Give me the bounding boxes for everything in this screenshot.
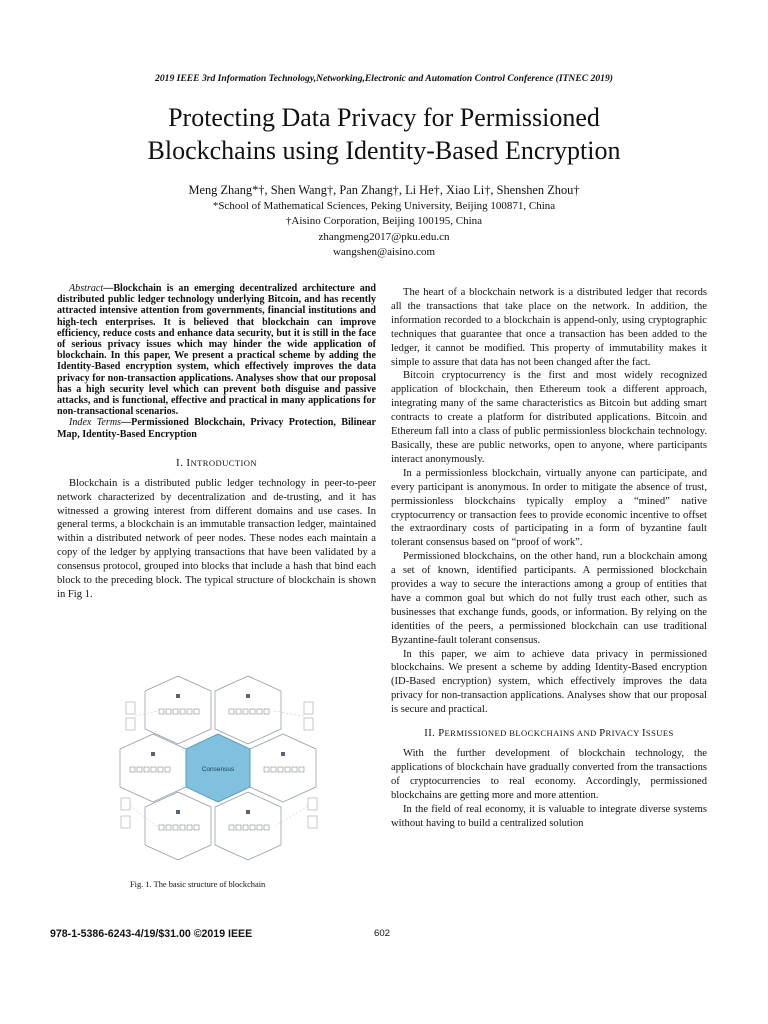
conference-header: 2019 IEEE 3rd Information Technology,Networking,Electronic and Automation Control Conference (ITNEC 2019) — [155, 73, 613, 84]
document-icon — [121, 816, 130, 828]
paragraph: Permissioned blockchains, on the other hand, run a blockchain among a set of known, identified participants. A permissioned blockchain provides a way to secure the interactions among a group of entities that have a common goal but which do not fully trust each other, such as businesses that exchange funds, goods, or information. By relying on the identities of the peers, a permissioned blockchain can use traditional Byzantine-fault tolerant consensus. — [391, 551, 707, 646]
document-icon — [121, 798, 130, 810]
left-column — [57, 283, 376, 602]
lock-icon — [176, 694, 180, 698]
lock-icon — [176, 810, 180, 814]
document-icon — [126, 718, 135, 730]
abstract-text: —Blockchain is an emerging decentralized architecture and distributed public ledger technology underlying Bitcoin, and has recently attracted intensive attention from governments, financial institutions and high-tech enterprises. It is believed that blockchain can improve efficiency, reduce costs and enhance data security, but it is still in the face of serious privacy issues which may hinder the wide application of blockchain. In this paper, We present a practical scheme by adding the Identity-Based encryption system, which effectively improves the data privacy for non-transaction applications. Analyses show that our proposal has a high security level which can prevent both disguise and passive attacks, and is functional, effective and practical in many applications for non-transactional scenarios. — [57, 283, 376, 418]
email-1: zhangmeng2017@pku.edu.cn — [318, 230, 450, 243]
document-icon — [304, 702, 313, 714]
document-icon — [304, 718, 313, 730]
index-terms-label: Index Terms — [69, 417, 122, 429]
document-icon — [308, 816, 317, 828]
document-icon — [126, 702, 135, 714]
paragraph: In a permissionless blockchain, virtually anyone can participate, and every participant is anonymous. In order to mitigate the absence of trust, permissionless blockchains typically employ a “mined” native cryptocurrency or transaction fees to provide economic incentive to offset the extraordinary costs of participating in a form of byzantine fault tolerant consensus based on “proof of work”. — [391, 467, 707, 549]
title-line-2: Blockchains using Identity-Based Encryption — [147, 136, 621, 165]
paragraph: Bitcoin cryptocurrency is the first and most widely recognized application of blockchain, then Ethereum took a different approach, integrating many of the same characteristics as Bitcoin but adding smart contracts to create a platform for distributed applications. Bitcoin and Ethereum fall into a class of public permissionless blockchain technology. Basically, these are public networks, open to anyone, where participants interact anonymously. — [391, 370, 707, 465]
author-list: Meng Zhang*†, Shen Wang†, Pan Zhang†, Li He†, Xiao Li†, Shenshen Zhou† — [188, 183, 580, 197]
figure-caption: Fig. 1. The basic structure of blockchain — [130, 880, 266, 889]
affiliation-1: *School of Mathematical Sciences, Peking University, Beijing 100871, China — [212, 199, 556, 212]
affiliation-2: †Aisino Corporation, Beijing 100195, China — [285, 215, 483, 227]
title-line-1: Protecting Data Privacy for Permissioned — [168, 103, 600, 132]
paragraph: The heart of a blockchain network is a distributed ledger that records all the transactions that take place on the network. In addition, the information recorded to a blockchain is append-only, using cryptographic techniques that guarantee that once a transaction has been added to the ledger, it cannot be modified. This property of immutability makes it simple to assure that data has not been changed after the fact. — [391, 287, 707, 368]
footer-copyright: 978-1-5386-6243-4/19/$31.00 ©2019 IEEE — [50, 928, 253, 940]
paragraph: In this paper, we aim to achieve data privacy in permissioned blockchains. We present a scheme by adding Identity-Based encryption (ID-Based encryption) system, which effectively improves the data privacy for non-transaction applications. Analyses show that our proposal is secure and practical. — [391, 648, 707, 716]
paragraph: With the further development of blockchain technology, the applications of blockchain have gradually converted from the transactions of cryptocurrencies to real economy. Accordingly, permissioned blockchains are getting more and more attention. — [391, 748, 707, 801]
lock-icon — [246, 810, 250, 814]
index-terms — [57, 417, 376, 439]
section-heading-introduction: I. INTRODUCTION — [176, 456, 257, 469]
section-heading-permissioned-blockchains: II. PERMISSIONED BLOCKCHAINS AND PRIVACY ISSUES — [424, 728, 674, 740]
lock-icon — [246, 694, 250, 698]
right-column — [391, 286, 707, 830]
blockchain-structure-figure — [118, 672, 320, 872]
page-number: 602 — [374, 928, 391, 939]
email-2: wangshen@aisino.com — [332, 246, 436, 258]
paragraph: In the field of real economy, it is valuable to integrate diverse systems without having to build a centralized solution — [391, 803, 707, 829]
lock-icon — [281, 752, 285, 756]
author-block — [0, 183, 768, 261]
abstract — [57, 283, 376, 417]
intro-paragraph: Blockchain is a distributed public ledger technology in peer-to-peer network characterized by decentralization and de-trusting, and it has witnessed a growing interest from different domains and use cases. In general terms, a blockchain is an immutable transaction ledger, maintained within a distributed network of peer nodes. These nodes each maintain a copy of the ledger by applying transactions that have been validated by a consensus protocol, grouped into blocks that include a hash that bind each block to the preceding block. The typical structure of blockchain is shown in Fig 1. — [57, 477, 376, 600]
document-icon — [308, 798, 317, 810]
paper-title — [0, 101, 768, 167]
abstract-label: Abstract — [69, 283, 104, 294]
consensus-label: Consensus — [201, 766, 235, 773]
lock-icon — [151, 752, 155, 756]
index-terms-text: —Permissioned Blockchain, Privacy Protection, Bilinear Map, Identity-Based Encryption — [57, 417, 376, 440]
